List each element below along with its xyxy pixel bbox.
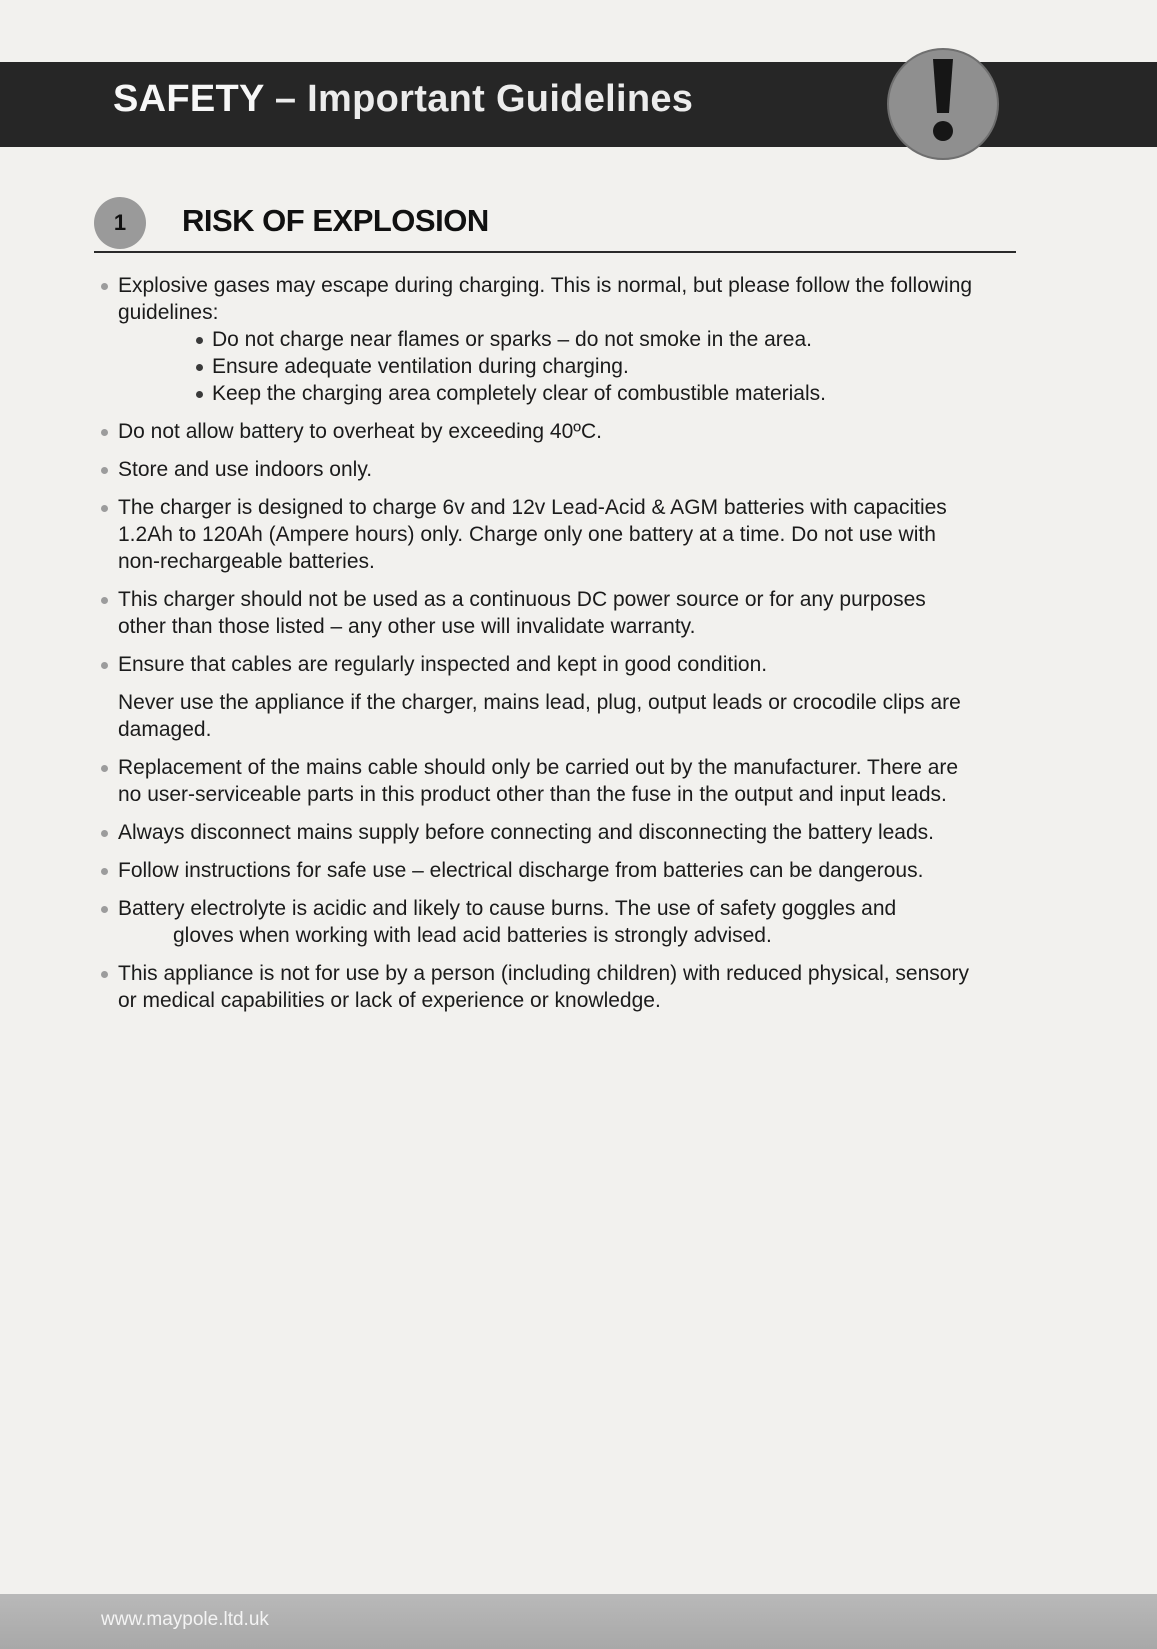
section-number-badge: 1 <box>94 197 146 249</box>
sub-list <box>196 326 976 407</box>
list-item <box>96 689 976 743</box>
exclamation-icon <box>886 47 1000 161</box>
bullet-icon <box>101 830 108 837</box>
item-text: Store and use indoors only. <box>118 458 373 481</box>
section-title: RISK OF EXPLOSION <box>182 203 489 238</box>
list-item <box>96 960 976 1014</box>
item-text: Replacement of the mains cable should only be carried out by the manufacturer. There are no user-serviceable parts in this product other than the fuse in the output and input leads. <box>118 756 959 806</box>
bullet-icon <box>101 868 108 875</box>
item-text-continued: gloves when working with lead acid batteries is strongly advised. <box>173 924 772 947</box>
list-item <box>96 272 976 407</box>
list-item <box>96 754 976 808</box>
title-safety: SAFETY <box>113 78 265 120</box>
bullet-icon <box>101 429 108 436</box>
section-header <box>94 195 1016 253</box>
item-text: This appliance is not for use by a person (including children) with reduced physical, sensory or medical capabilities or lack of experience or knowledge. <box>118 962 969 1012</box>
item-text: This charger should not be used as a continuous DC power source or for any purposes other than those listed – any other use will invalidate warranty. <box>118 588 926 638</box>
item-text: Ensure that cables are regularly inspected and kept in good condition. <box>118 653 768 676</box>
list-item <box>96 586 976 640</box>
list-item <box>96 456 976 483</box>
item-text: The charger is designed to charge 6v and 12v Lead-Acid & AGM batteries with capacities 1.2Ah to 120Ah (Ampere hours) only. Charge only one battery at a time. Do not use with non-rechargeable batteries. <box>118 496 947 573</box>
guidelines-list <box>96 272 976 1025</box>
item-text: Battery electrolyte is acidic and likely to cause burns. The use of safety goggles and <box>118 897 897 920</box>
item-text: Do not allow battery to overheat by exceeding 40ºC. <box>118 420 602 443</box>
bullet-icon <box>101 597 108 604</box>
list-item <box>96 895 976 949</box>
title-subtitle: – Important Guidelines <box>264 78 694 120</box>
bullet-icon <box>101 971 108 978</box>
bullet-icon <box>101 505 108 512</box>
item-text: Follow instructions for safe use – electrical discharge from batteries can be dangerous. <box>118 859 924 882</box>
bullet-icon <box>101 283 108 290</box>
bullet-icon <box>101 467 108 474</box>
sub-list-item: Ensure adequate ventilation during charging. <box>196 353 976 380</box>
website-link[interactable]: www.maypole.ltd.uk <box>101 1609 269 1630</box>
list-item <box>96 857 976 884</box>
sub-list-item: Do not charge near flames or sparks – do not smoke in the area. <box>196 326 976 353</box>
footer-bar <box>0 1594 1157 1649</box>
bullet-icon <box>101 765 108 772</box>
list-item <box>96 651 976 678</box>
page-title <box>113 78 693 121</box>
bullet-icon <box>101 662 108 669</box>
bullet-icon <box>101 906 108 913</box>
item-text: Never use the appliance if the charger, mains lead, plug, output leads or crocodile clips are damaged. <box>118 691 961 741</box>
sub-list-item: Keep the charging area completely clear of combustible materials. <box>196 380 976 407</box>
list-item <box>96 494 976 575</box>
list-item <box>96 418 976 445</box>
list-item <box>96 819 976 846</box>
item-text: Explosive gases may escape during charging. This is normal, but please follow the following guidelines: <box>118 274 973 324</box>
item-text: Always disconnect mains supply before connecting and disconnecting the battery leads. <box>118 821 934 844</box>
